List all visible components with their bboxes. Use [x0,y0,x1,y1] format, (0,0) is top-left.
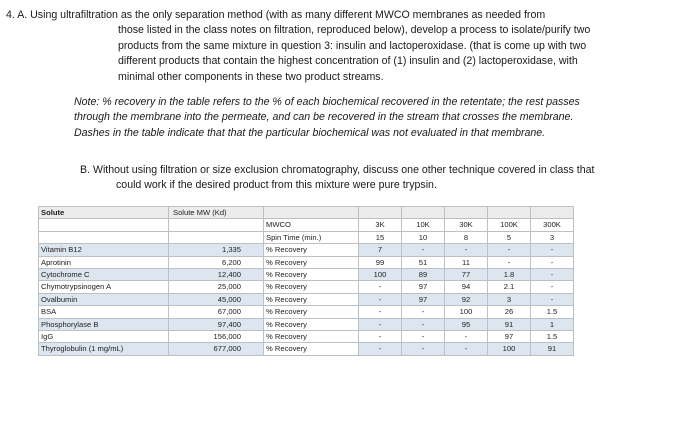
recovery-value: - [402,244,445,256]
recovery-value: 94 [445,281,488,293]
question-4a-line-4: different products that contain the highest concentration of (1) insulin and (2) lactoperoxidase, with [118,55,578,68]
recovery-value: - [359,281,402,293]
solute-name: Phosphorylase B [39,318,169,330]
recovery-value: - [488,244,531,256]
recovery-value: - [488,256,531,268]
recovery-value: 91 [531,343,574,355]
question-4a-line-1: 4. A. Using ultrafiltration as the only separation method (with as many different MWCO membranes as needed from [6,9,546,21]
recovery-label: % Recovery [264,343,359,355]
mwco-100k: 100K [488,219,531,231]
recovery-value: - [531,244,574,256]
recovery-value: 97 [402,293,445,305]
recovery-value: - [531,256,574,268]
recovery-value: - [531,269,574,281]
note-line-3: Dashes in the table indicate that that the particular biochemical was not evaluated in that membrane. [74,126,546,139]
recovery-value: 51 [402,256,445,268]
recovery-value: 97 [488,331,531,343]
recovery-value: - [402,343,445,355]
table-row [39,318,574,330]
mwco-3k: 3K [359,219,402,231]
table-row [39,293,574,305]
table-row [39,306,574,318]
question-4a [6,8,691,85]
recovery-value: 95 [445,318,488,330]
recovery-value: 92 [445,293,488,305]
table-row [39,281,574,293]
question-4b-line-2: could work if the desired product from this mixture were pure trypsin. [116,179,437,192]
recovery-value: - [402,318,445,330]
solute-mw: 97,400 [169,318,264,330]
header-solute: Solute [39,207,169,219]
table-header-row [39,207,574,219]
recovery-value: 1.5 [531,331,574,343]
table-row [39,269,574,281]
recovery-value: - [531,293,574,305]
mwco-10k: 10K [402,219,445,231]
solute-mw: 677,000 [169,343,264,355]
recovery-value: - [359,293,402,305]
recovery-label: % Recovery [264,331,359,343]
table-row [39,331,574,343]
note-paragraph [74,95,694,141]
recovery-label: % Recovery [264,293,359,305]
solute-mw: 6,200 [169,256,264,268]
mwco-recovery-table [38,206,574,356]
table-row [39,244,574,256]
spin-30k: 8 [445,231,488,243]
recovery-value: 26 [488,306,531,318]
recovery-value: 1 [531,318,574,330]
recovery-value: 3 [488,293,531,305]
recovery-value: 1.8 [488,269,531,281]
solute-mw: 45,000 [169,293,264,305]
recovery-value: 97 [402,281,445,293]
table-row [39,256,574,268]
recovery-value: - [531,281,574,293]
header-mw: Solute MW (Kd) [169,207,264,219]
solute-name: Vitamin B12 [39,244,169,256]
mwco-label: MWCO [264,219,359,231]
recovery-value: 7 [359,244,402,256]
solute-name: IgG [39,331,169,343]
recovery-label: % Recovery [264,281,359,293]
recovery-value: 100 [488,343,531,355]
recovery-value: - [402,331,445,343]
recovery-label: % Recovery [264,244,359,256]
solute-name: Thyroglobulin (1 mg/mL) [39,343,169,355]
solute-mw: 67,000 [169,306,264,318]
spin-10k: 10 [402,231,445,243]
solute-name: BSA [39,306,169,318]
recovery-value: - [445,331,488,343]
question-4b-line-1: B. Without using filtration or size exclusion chromatography, discuss one other technique covered in class that [80,164,595,176]
spin-label: Spin Time (min.) [264,231,359,243]
recovery-value: 99 [359,256,402,268]
recovery-value: 11 [445,256,488,268]
recovery-value: 2.1 [488,281,531,293]
recovery-value: - [359,331,402,343]
table-row [39,343,574,355]
mwco-row [39,219,574,231]
solute-name: Chymotrypsinogen A [39,281,169,293]
solute-name: Ovalbumin [39,293,169,305]
recovery-value: - [359,318,402,330]
recovery-label: % Recovery [264,269,359,281]
recovery-value: - [359,343,402,355]
solute-name: Aprotinin [39,256,169,268]
solute-mw: 25,000 [169,281,264,293]
spin-time-row [39,231,574,243]
question-4a-line-5: minimal other components in these two product streams. [118,70,384,83]
note-line-1: Note: % recovery in the table refers to the % of each biochemical recovered in the retentate; the rest passes [74,96,580,108]
recovery-label: % Recovery [264,306,359,318]
recovery-value: - [359,306,402,318]
recovery-label: % Recovery [264,318,359,330]
recovery-value: 100 [445,306,488,318]
recovery-value: - [445,244,488,256]
solute-name: Cytochrome C [39,269,169,281]
recovery-value: - [402,306,445,318]
recovery-value: - [445,343,488,355]
spin-3k: 15 [359,231,402,243]
spin-100k: 5 [488,231,531,243]
spin-300k: 3 [531,231,574,243]
question-4a-line-2: those listed in the class notes on filtration, reproduced below), develop a process to isolate/purify two [118,24,591,37]
recovery-value: 1.5 [531,306,574,318]
mwco-30k: 30K [445,219,488,231]
recovery-value: 77 [445,269,488,281]
question-4a-line-3: products from the same mixture in question 3: insulin and lactoperoxidase. (that is come up with two [118,39,587,52]
solute-mw: 12,400 [169,269,264,281]
recovery-value: 89 [402,269,445,281]
recovery-value: 100 [359,269,402,281]
solute-mw: 156,000 [169,331,264,343]
note-line-2: through the membrane into the permeate, and can be recovered in the stream that crosses the membrane. [74,111,574,124]
solute-mw: 1,335 [169,244,264,256]
question-4b [80,163,680,194]
mwco-300k: 300K [531,219,574,231]
recovery-value: 91 [488,318,531,330]
recovery-label: % Recovery [264,256,359,268]
